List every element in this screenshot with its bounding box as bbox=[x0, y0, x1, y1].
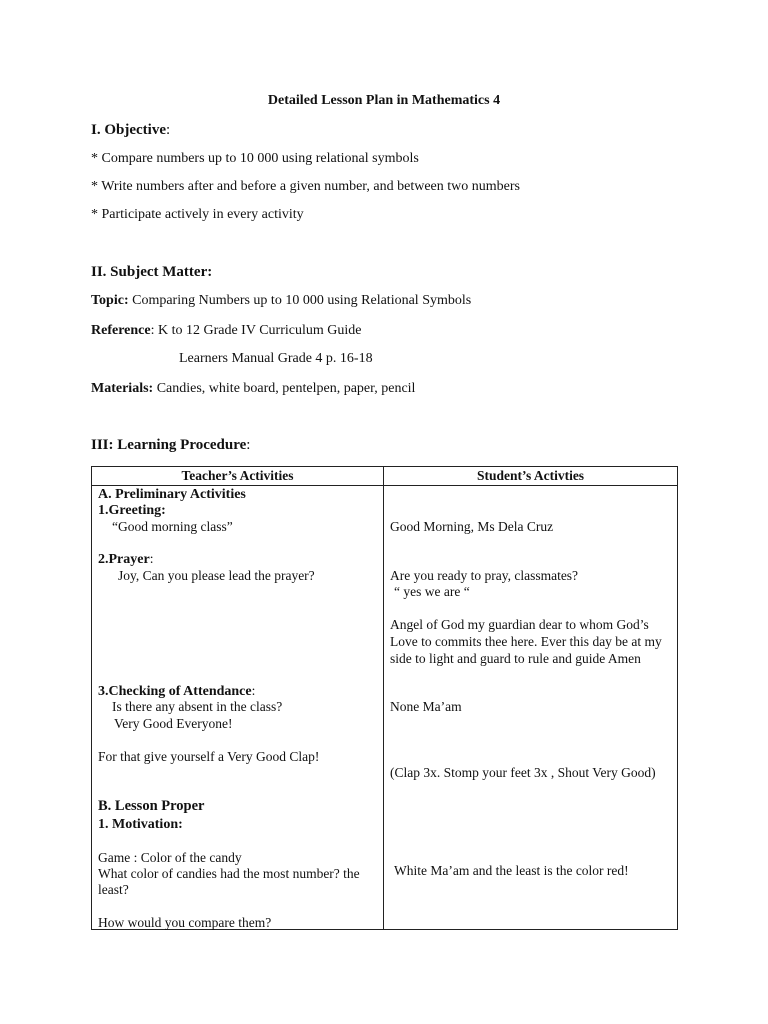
reference-line-2: Learners Manual Grade 4 p. 16-18 bbox=[179, 351, 373, 366]
attendance-reply: Very Good Everyone! bbox=[114, 716, 233, 731]
prayer-line-1: Angel of God my guardian dear to whom God’s bbox=[390, 617, 649, 632]
objective-item-1: * Compare numbers up to 10 000 using relational symbols bbox=[91, 151, 419, 166]
objective-item-3: * Participate actively in every activity bbox=[91, 207, 304, 222]
student-ready: Are you ready to pray, classmates? bbox=[390, 568, 579, 583]
greeting-label: 1.Greeting: bbox=[98, 503, 166, 518]
col-header-student: Student’s Activties bbox=[384, 467, 678, 486]
topic-line: Topic: Comparing Numbers up to 10 000 using Relational Symbols bbox=[91, 293, 472, 308]
greeting-text: “Good morning class” bbox=[112, 519, 233, 534]
document-title: Detailed Lesson Plan in Mathematics 4 bbox=[267, 93, 501, 108]
clap-instruction: For that give yourself a Very Good Clap! bbox=[98, 749, 320, 764]
materials-line: Materials: Candies, white board, pentelpen, paper, pencil bbox=[91, 381, 416, 396]
objective-item-2: * Write numbers after and before a given number, and between two numbers bbox=[91, 179, 520, 194]
lesson-proper-heading: B. Lesson Proper bbox=[98, 798, 205, 814]
student-white: White Ma’am and the least is the color red! bbox=[394, 863, 629, 878]
student-greeting: Good Morning, Ms Dela Cruz bbox=[390, 519, 554, 534]
student-clap: (Clap 3x. Stomp your feet 3x , Shout Very Good) bbox=[390, 765, 656, 780]
table-header-row bbox=[92, 467, 678, 486]
attendance-question: Is there any absent in the class? bbox=[112, 699, 283, 714]
subject-matter-heading: II. Subject Matter: bbox=[91, 264, 213, 280]
preliminary-activities-heading: A. Preliminary Activities bbox=[98, 487, 246, 502]
col-header-teacher: Teacher’s Activities bbox=[92, 467, 384, 486]
student-none: None Ma’am bbox=[390, 699, 462, 714]
question-line-1: What color of candies had the most number? the bbox=[98, 866, 360, 881]
prayer-line-2: Love to commits thee here. Ever this day be at my bbox=[390, 634, 662, 649]
table-row bbox=[92, 486, 678, 930]
student-yes: “ yes we are “ bbox=[394, 584, 470, 599]
prayer-label: 2.Prayer: bbox=[98, 551, 154, 567]
prayer-text: Joy, Can you please lead the prayer? bbox=[118, 568, 315, 583]
prayer-line-3: side to light and guard to rule and guide Amen bbox=[390, 651, 641, 666]
reference-line: Reference: K to 12 Grade IV Curriculum Guide bbox=[91, 323, 362, 338]
compare-question: How would you compare them? bbox=[98, 915, 272, 930]
attendance-label: 3.Checking of Attendance: bbox=[98, 683, 256, 699]
procedure-heading: III: Learning Procedure: bbox=[91, 437, 251, 453]
teacher-cell bbox=[92, 486, 384, 930]
game-text: Game : Color of the candy bbox=[98, 850, 242, 865]
question-line-2: least? bbox=[98, 882, 129, 897]
student-cell bbox=[384, 486, 678, 930]
objective-heading: I. Objective: bbox=[91, 122, 171, 138]
motivation-heading: 1. Motivation: bbox=[98, 817, 183, 832]
procedure-table bbox=[91, 466, 678, 930]
